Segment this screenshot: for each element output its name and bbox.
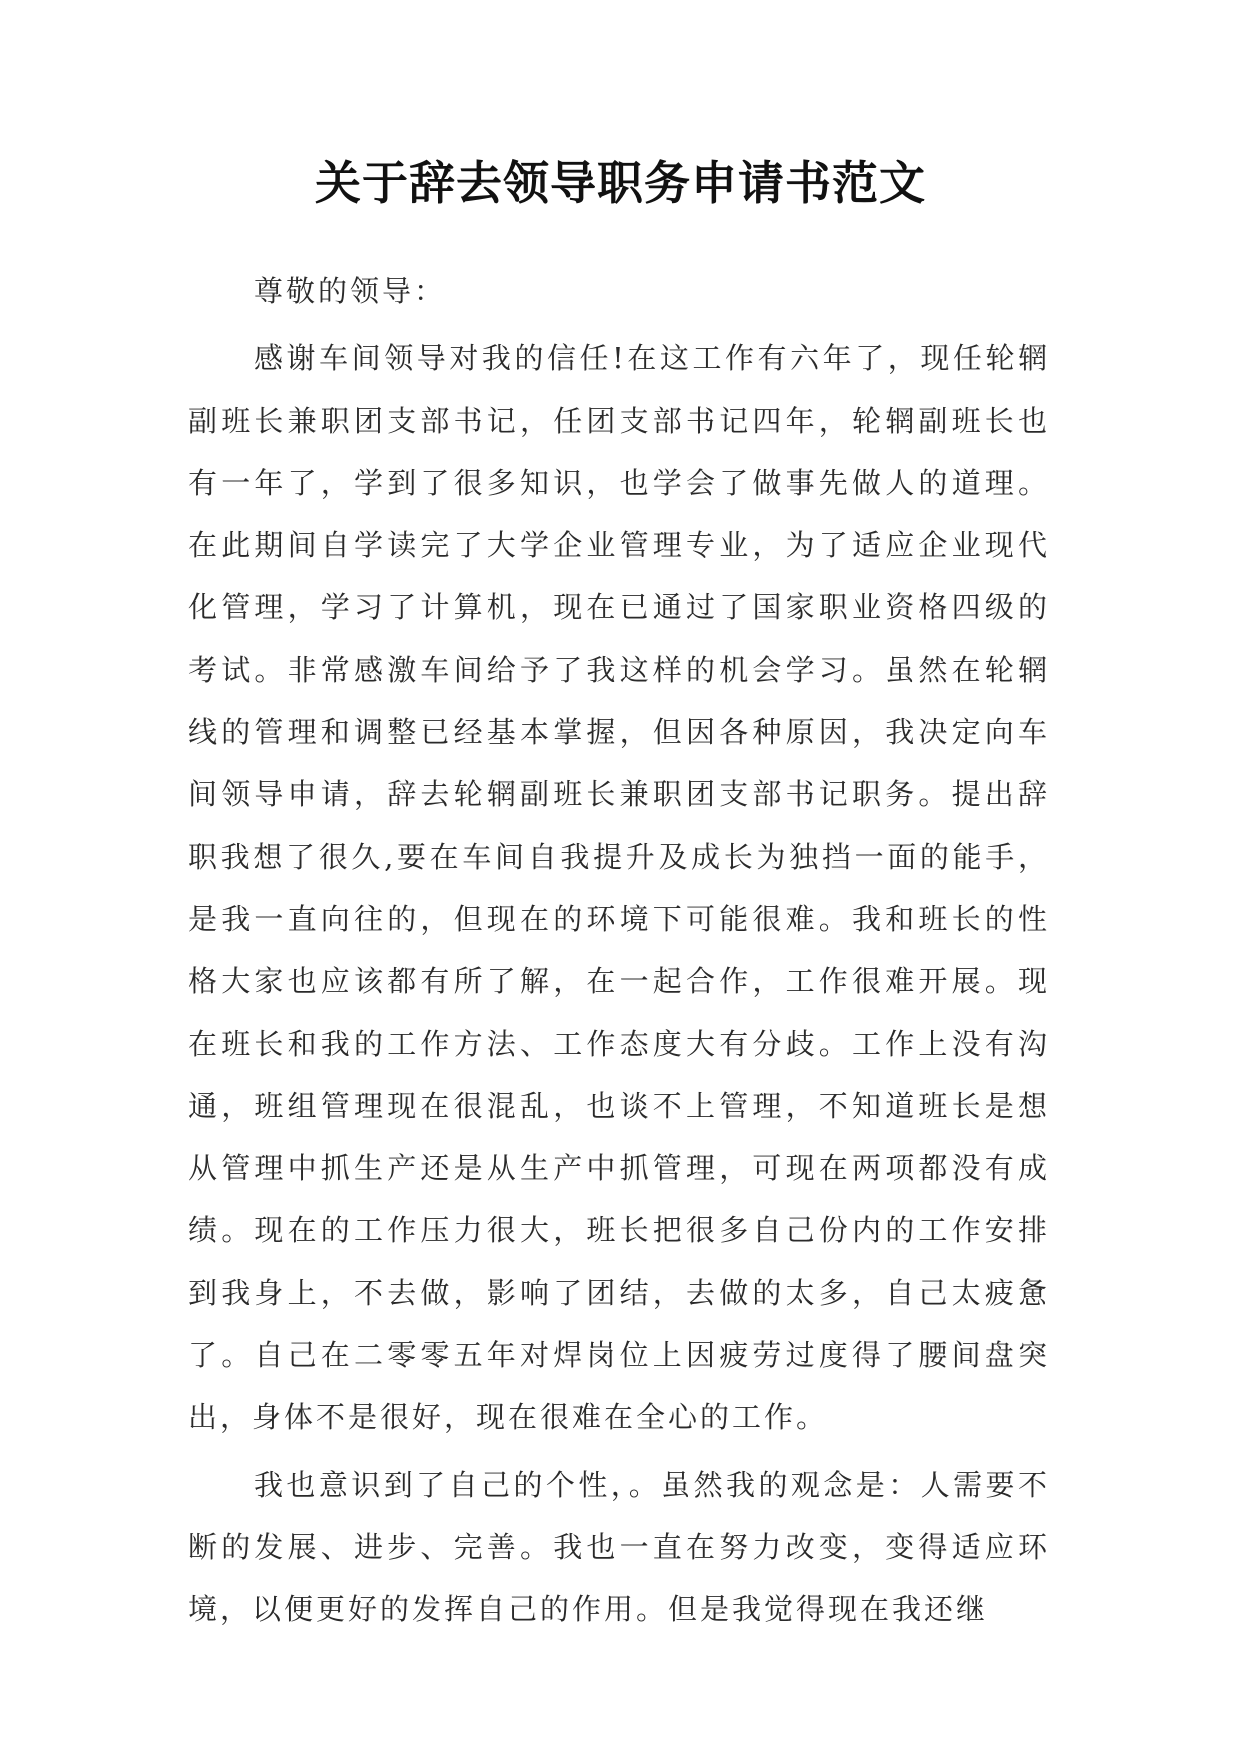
paragraph-2: 我也意识到了自己的个性，。虽然我的观念是：人需要不断的发展、进步、完善。我也一直在努力改变，变得适应环境，以便更好的发挥自己的作用。但是我觉得现在我还继	[188, 1467, 1050, 1627]
document-body	[188, 260, 1050, 1646]
paragraph-1: 感谢车间领导对我的信任!在这工作有六年了，现任轮辋副班长兼职团支部书记，任团支部书记四年，轮辋副班长也有一年了，学到了很多知识，也学会了做事先做人的道理。在此期间自学读完了大学企业管理专业，为了适应企业现代化管理，学习了计算机，现在已通过了国家职业资格四级的考试。非常感激车间给予了我这样的机会学习。虽然在轮辋线的管理和调整已经基本掌握，但因各种原因，我决定向车间领导申请，辞去轮辋副班长兼职团支部书记职务。提出辞职我想了很久,要在车间自我提升及成长为独挡一面的能手，是我一直向往的，但现在的环境下可能很难。我和班长的性格大家也应该都有所了解，在一起合作，工作很难开展。现在班长和我的工作方法、工作态度大有分歧。工作上没有沟通，班组管理现在很混乱，也谈不上管理，不知道班长是想从管理中抓生产还是从生产中抓管理，可现在两项都没有成绩。现在的工作压力很大，班长把很多自己份内的工作安排到我身上，不去做，影响了团结，去做的太多，自己太疲惫了。自己在二零零五年对焊岗位上因疲劳过度得了腰间盘突出，身体不是很好，现在很难在全心的工作。	[188, 341, 1050, 1435]
salutation: 尊敬的领导：	[254, 274, 447, 308]
document-title: 关于辞去领导职务申请书范文	[315, 156, 926, 210]
